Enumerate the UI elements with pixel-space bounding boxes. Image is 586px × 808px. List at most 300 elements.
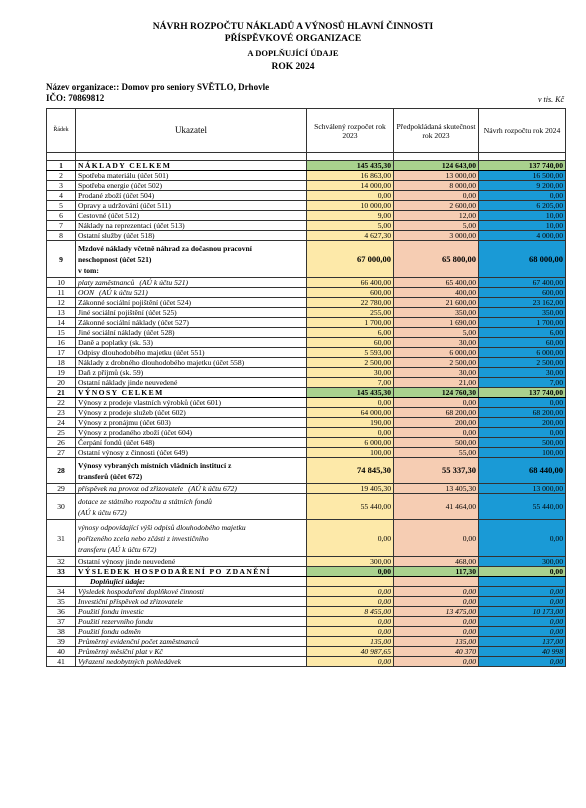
approved-2023-value: 10 000,00	[307, 201, 394, 211]
row-label-line: Výnosy vybraných místních vládních institucí z	[78, 460, 232, 470]
row-number: 36	[47, 607, 76, 617]
row-label-text: VÝNOSY CELKEM	[78, 388, 164, 397]
row-number	[47, 577, 76, 587]
row-label-text: Zákonné sociální pojištění (účet 524)	[78, 298, 192, 307]
row-label-line: dotace ze státního rozpočtu a státních fondů	[78, 496, 212, 506]
expected-2023-value: 55,00	[394, 448, 479, 458]
proposal-2024-value: 68 200,00	[479, 408, 566, 418]
table-row	[47, 298, 566, 308]
row-label	[76, 241, 307, 278]
row-label-text: Ostatní výnosy jinde neuvedené	[78, 557, 176, 566]
approved-2023-value: 5 593,00	[307, 348, 394, 358]
row-label	[76, 577, 307, 587]
header-spacer-row	[47, 153, 566, 161]
approved-2023-value: 300,00	[307, 557, 394, 567]
table-row	[47, 577, 566, 587]
row-number: 38	[47, 627, 76, 637]
organization-ico: IČO: 70869812	[46, 93, 105, 103]
approved-2023-value: 0,00	[307, 617, 394, 627]
row-label	[76, 221, 307, 231]
row-label	[76, 278, 307, 288]
table-row	[47, 647, 566, 657]
proposal-2024-value: 137 740,00	[479, 388, 566, 398]
expected-2023-value: 124 760,30	[394, 388, 479, 398]
table-row	[47, 221, 566, 231]
approved-2023-value: 2 500,00	[307, 358, 394, 368]
row-number: 40	[47, 647, 76, 657]
row-label	[76, 211, 307, 221]
expected-2023-value: 13 475,00	[394, 607, 479, 617]
expected-2023-value: 30,00	[394, 368, 479, 378]
row-number: 12	[47, 298, 76, 308]
row-label	[76, 358, 307, 368]
row-number: 3	[47, 181, 76, 191]
row-label-text: Čerpání fondů (účet 648)	[78, 438, 155, 447]
row-label	[76, 647, 307, 657]
approved-2023-value: 14 000,00	[307, 181, 394, 191]
table-row	[47, 161, 566, 171]
proposal-2024-value: 7,00	[479, 378, 566, 388]
row-label-text: Jiné sociální pojištění (účet 525)	[78, 308, 177, 317]
expected-2023-value: 2 600,00	[394, 201, 479, 211]
row-label	[76, 388, 307, 398]
expected-2023-value: 68 200,00	[394, 408, 479, 418]
table-row	[47, 358, 566, 368]
proposal-2024-value: 0,00	[479, 587, 566, 597]
table-row	[47, 617, 566, 627]
row-number: 13	[47, 308, 76, 318]
approved-2023-value: 55 440,00	[307, 494, 394, 520]
row-label-text: Opravy a udržování (účet 511)	[78, 201, 171, 210]
approved-2023-value: 7,00	[307, 378, 394, 388]
row-label	[76, 557, 307, 567]
approved-2023-value: 6,00	[307, 328, 394, 338]
approved-2023-value: 67 000,00	[307, 241, 394, 278]
row-label-line: v tom:	[78, 265, 99, 275]
row-label	[76, 201, 307, 211]
row-label	[76, 171, 307, 181]
table-row	[47, 201, 566, 211]
budget-table	[46, 108, 566, 667]
approved-2023-value: 4 627,30	[307, 231, 394, 241]
expected-2023-value: 468,00	[394, 557, 479, 567]
approved-2023-value: 190,00	[307, 418, 394, 428]
table-row	[47, 328, 566, 338]
units-label: v tis. Kč	[538, 95, 564, 104]
proposal-2024-value: 0,00	[479, 398, 566, 408]
row-number: 25	[47, 428, 76, 438]
row-label-text: Doplňující údaje:	[90, 577, 146, 586]
approved-2023-value: 16 863,00	[307, 171, 394, 181]
expected-2023-value: 0,00	[394, 627, 479, 637]
row-label-text: Zákonné sociální náklady (účet 527)	[78, 318, 189, 327]
approved-2023-value: 40 987,65	[307, 647, 394, 657]
expected-2023-value: 40 370	[394, 647, 479, 657]
row-number: 20	[47, 378, 76, 388]
row-number: 39	[47, 637, 76, 647]
proposal-2024-value: 68 440,00	[479, 458, 566, 484]
row-label	[76, 231, 307, 241]
expected-2023-value: 65 800,00	[394, 241, 479, 278]
row-label-text: Prodané zboží (účet 504)	[78, 191, 155, 200]
proposal-2024-value: 6 205,00	[479, 201, 566, 211]
row-number: 31	[47, 520, 76, 557]
row-number: 7	[47, 221, 76, 231]
row-label	[76, 494, 307, 520]
approved-2023-value: 255,00	[307, 308, 394, 318]
table-row	[47, 288, 566, 298]
approved-2023-value: 0,00	[307, 597, 394, 607]
row-label-text: Výnosy z prodeje služeb (účet 602)	[78, 408, 186, 417]
row-label	[76, 368, 307, 378]
proposal-2024-value: 9 200,00	[479, 181, 566, 191]
proposal-2024-value: 30,00	[479, 368, 566, 378]
row-label-text: Náklady na reprezentaci (účet 513)	[78, 221, 185, 230]
row-label	[76, 161, 307, 171]
title-line-3: A DOPLŇUJÍCÍ ÚDAJE	[247, 48, 339, 58]
approved-2023-value: 0,00	[307, 428, 394, 438]
row-label	[76, 288, 307, 298]
row-label-text: Spotřeba materiálu (účet 501)	[78, 171, 169, 180]
proposal-2024-value: 10,00	[479, 211, 566, 221]
expected-2023-value: 30,00	[394, 338, 479, 348]
proposal-2024-value: 2 500,00	[479, 358, 566, 368]
expected-2023-value: 41 464,00	[394, 494, 479, 520]
approved-2023-value: 9,00	[307, 211, 394, 221]
table-body	[47, 161, 566, 667]
row-label-line: neschopnost (účet 521)	[78, 254, 152, 264]
table-row	[47, 338, 566, 348]
proposal-2024-value: 16 500,00	[479, 171, 566, 181]
proposal-2024-value: 137 740,00	[479, 161, 566, 171]
row-label	[76, 587, 307, 597]
table-row	[47, 597, 566, 607]
table-row	[47, 378, 566, 388]
expected-2023-value: 0,00	[394, 398, 479, 408]
header-expected-2023: Předpokládaná skutečnost rok 2023	[394, 109, 479, 153]
proposal-2024-value: 40 998	[479, 647, 566, 657]
row-label	[76, 484, 307, 494]
approved-2023-value: 145 435,30	[307, 161, 394, 171]
row-label	[76, 191, 307, 201]
expected-2023-value: 135,00	[394, 637, 479, 647]
expected-2023-value: 8 000,00	[394, 181, 479, 191]
row-label	[76, 438, 307, 448]
table-row	[47, 520, 566, 557]
table-row	[47, 171, 566, 181]
expected-2023-value: 6 000,00	[394, 348, 479, 358]
proposal-2024-value: 55 440,00	[479, 494, 566, 520]
row-number: 11	[47, 288, 76, 298]
row-label-note: (AÚ k účtu 672)	[188, 484, 237, 493]
proposal-2024-value: 0,00	[479, 657, 566, 667]
row-number: 14	[47, 318, 76, 328]
approved-2023-value: 0,00	[307, 567, 394, 577]
row-label	[76, 298, 307, 308]
row-label-line: Mzdové náklady včetně náhrad za dočasnou pracovní	[78, 243, 252, 253]
approved-2023-value: 0,00	[307, 398, 394, 408]
approved-2023-value: 5,00	[307, 221, 394, 231]
row-label	[76, 520, 307, 557]
expected-2023-value: 200,00	[394, 418, 479, 428]
row-number: 30	[47, 494, 76, 520]
approved-2023-value: 0,00	[307, 627, 394, 637]
row-label-text: Daně a poplatky (sk. 53)	[78, 338, 153, 347]
expected-2023-value: 21,00	[394, 378, 479, 388]
proposal-2024-value: 0,00	[479, 428, 566, 438]
proposal-2024-value: 200,00	[479, 418, 566, 428]
approved-2023-value: 0,00	[307, 520, 394, 557]
approved-2023-value: 74 845,30	[307, 458, 394, 484]
table-row	[47, 458, 566, 484]
proposal-2024-value: 0,00	[479, 567, 566, 577]
expected-2023-value: 21 600,00	[394, 298, 479, 308]
table-row	[47, 484, 566, 494]
row-label-text: Použití fondu investic	[78, 607, 144, 616]
expected-2023-value: 0,00	[394, 587, 479, 597]
expected-2023-value: 5,00	[394, 328, 479, 338]
row-label-text: Výsledek hospodaření doplňkové činnosti	[78, 587, 204, 596]
row-label-text: příspěvek na provoz od zřizovatele	[78, 484, 184, 493]
row-label-text: Průměrný měsíční plat v Kč	[78, 647, 163, 656]
expected-2023-value: 55 337,30	[394, 458, 479, 484]
expected-2023-value: 500,00	[394, 438, 479, 448]
proposal-2024-value: 13 000,00	[479, 484, 566, 494]
expected-2023-value: 5,00	[394, 221, 479, 231]
row-number: 37	[47, 617, 76, 627]
row-number: 24	[47, 418, 76, 428]
row-label	[76, 627, 307, 637]
row-number: 17	[47, 348, 76, 358]
row-label-text: Použití fondu odměn	[78, 627, 141, 636]
row-label-text: Cestovné (účet 512)	[78, 211, 140, 220]
row-label-text: platy zaměstnanců	[78, 278, 135, 287]
proposal-2024-value: 67 400,00	[479, 278, 566, 288]
proposal-2024-value: 68 000,00	[479, 241, 566, 278]
expected-2023-value: 0,00	[394, 657, 479, 667]
table-header-row	[47, 109, 566, 153]
row-label-line: transferu (AÚ k účtu 672)	[78, 544, 157, 554]
approved-2023-value: 0,00	[307, 587, 394, 597]
proposal-2024-value: 10,00	[479, 221, 566, 231]
row-label-text: Jiné sociální náklady (účet 528)	[78, 328, 175, 337]
row-label	[76, 428, 307, 438]
row-number: 22	[47, 398, 76, 408]
approved-2023-value: 100,00	[307, 448, 394, 458]
row-number: 34	[47, 587, 76, 597]
row-label-text: Výnosy z prodaného zboží (účet 604)	[78, 428, 193, 437]
expected-2023-value: 124 643,00	[394, 161, 479, 171]
expected-2023-value: 65 400,00	[394, 278, 479, 288]
row-label	[76, 181, 307, 191]
approved-2023-value: 145 435,30	[307, 388, 394, 398]
row-number: 15	[47, 328, 76, 338]
row-label	[76, 657, 307, 667]
row-label-text: Použití rezervního fondu	[78, 617, 153, 626]
expected-2023-value: 117,30	[394, 567, 479, 577]
row-number: 10	[47, 278, 76, 288]
row-number: 41	[47, 657, 76, 667]
row-label-text: Vyřazení nedobytných pohledávek	[78, 657, 182, 666]
proposal-2024-value: 4 000,00	[479, 231, 566, 241]
row-label-text: OON	[78, 288, 95, 297]
row-number: 18	[47, 358, 76, 368]
expected-2023-value: 0,00	[394, 520, 479, 557]
proposal-2024-value: 600,00	[479, 288, 566, 298]
approved-2023-value: 30,00	[307, 368, 394, 378]
expected-2023-value: 350,00	[394, 308, 479, 318]
proposal-2024-value	[479, 577, 566, 587]
approved-2023-value: 60,00	[307, 338, 394, 348]
proposal-2024-value: 0,00	[479, 617, 566, 627]
approved-2023-value: 135,00	[307, 637, 394, 647]
approved-2023-value: 0,00	[307, 191, 394, 201]
approved-2023-value: 8 455,00	[307, 607, 394, 617]
expected-2023-value: 0,00	[394, 191, 479, 201]
approved-2023-value: 66 400,00	[307, 278, 394, 288]
row-label-text: Průměrný evidenční počet zaměstnanců	[78, 637, 199, 646]
header-proposal-2024: Návrh rozpočtu rok 2024	[479, 109, 566, 153]
organization-name: Název organizace:: Domov pro seniory SVĚTLO, Drhovle	[46, 82, 270, 92]
approved-2023-value: 1 700,00	[307, 318, 394, 328]
row-number: 19	[47, 368, 76, 378]
row-label	[76, 308, 307, 318]
proposal-2024-value: 137,00	[479, 637, 566, 647]
approved-2023-value	[307, 577, 394, 587]
expected-2023-value: 3 000,00	[394, 231, 479, 241]
table-row	[47, 587, 566, 597]
table-row	[47, 368, 566, 378]
row-number: 29	[47, 484, 76, 494]
row-label	[76, 418, 307, 428]
row-number: 28	[47, 458, 76, 484]
table-row	[47, 191, 566, 201]
row-number: 2	[47, 171, 76, 181]
row-label-text: Výnosy z pronájmu (účet 603)	[78, 418, 171, 427]
row-label-text: Ostatní náklady jinde neuvedené	[78, 378, 178, 387]
table-row	[47, 627, 566, 637]
row-label	[76, 617, 307, 627]
row-label-text: Spotřeba energie (účet 502)	[78, 181, 162, 190]
row-label-text: Ostatní výnosy z činnosti (účet 649)	[78, 448, 188, 457]
row-number: 1	[47, 161, 76, 171]
expected-2023-value: 0,00	[394, 617, 479, 627]
proposal-2024-value: 100,00	[479, 448, 566, 458]
table-row	[47, 494, 566, 520]
proposal-2024-value: 350,00	[479, 308, 566, 318]
row-label-line: výnosy odpovídající výši odpisů dlouhodobého majetku	[78, 522, 246, 532]
title-line-4: ROK 2024	[271, 62, 315, 72]
row-label-text: NÁKLADY CELKEM	[78, 161, 172, 170]
table-row	[47, 278, 566, 288]
expected-2023-value: 0,00	[394, 428, 479, 438]
table-row	[47, 557, 566, 567]
row-number: 26	[47, 438, 76, 448]
table-row	[47, 181, 566, 191]
row-label-text: VÝSLEDEK HOSPODAŘENÍ PO ZDANĚNÍ	[78, 567, 271, 576]
row-label-text: Investiční příspěvek od zřizovatele	[78, 597, 183, 606]
approved-2023-value: 6 000,00	[307, 438, 394, 448]
row-number: 8	[47, 231, 76, 241]
expected-2023-value: 12,00	[394, 211, 479, 221]
approved-2023-value: 64 000,00	[307, 408, 394, 418]
proposal-2024-value: 1 700,00	[479, 318, 566, 328]
header-approved-2023: Schválený rozpočet rok 2023	[307, 109, 394, 153]
approved-2023-value: 600,00	[307, 288, 394, 298]
title-line-2: PŘÍSPĚVKOVÉ ORGANIZACE	[224, 34, 362, 44]
row-number: 9	[47, 241, 76, 278]
expected-2023-value: 2 500,00	[394, 358, 479, 368]
row-label-note: (AÚ k účtu 521)	[99, 288, 148, 297]
table-row	[47, 318, 566, 328]
table-row	[47, 657, 566, 667]
proposal-2024-value: 300,00	[479, 557, 566, 567]
table-row	[47, 231, 566, 241]
row-number: 33	[47, 567, 76, 577]
table-row	[47, 607, 566, 617]
row-label	[76, 408, 307, 418]
row-label-text: Daň z příjmů (sk. 59)	[78, 368, 144, 377]
proposal-2024-value: 60,00	[479, 338, 566, 348]
approved-2023-value: 22 780,00	[307, 298, 394, 308]
row-number: 6	[47, 211, 76, 221]
row-label	[76, 458, 307, 484]
proposal-2024-value: 0,00	[479, 520, 566, 557]
expected-2023-value	[394, 577, 479, 587]
row-label-text: Výnosy z prodeje vlastních výrobků (účet 601)	[78, 398, 221, 407]
row-label-text: Ostatní služby (účet 518)	[78, 231, 155, 240]
proposal-2024-value: 10 173,00	[479, 607, 566, 617]
table-row	[47, 418, 566, 428]
row-label-text: Odpisy dlouhodobého majetku (účet 551)	[78, 348, 205, 357]
approved-2023-value: 19 405,30	[307, 484, 394, 494]
row-label	[76, 567, 307, 577]
table-row	[47, 308, 566, 318]
table-row	[47, 211, 566, 221]
row-label	[76, 318, 307, 328]
proposal-2024-value: 0,00	[479, 597, 566, 607]
expected-2023-value: 1 690,00	[394, 318, 479, 328]
row-label-note: (AÚ k účtu 521)	[139, 278, 189, 287]
row-number: 16	[47, 338, 76, 348]
table-row	[47, 567, 566, 577]
row-label-line: (AÚ k účtu 672)	[78, 507, 127, 517]
table-row	[47, 438, 566, 448]
table-row	[47, 398, 566, 408]
table-row	[47, 637, 566, 647]
table-row	[47, 348, 566, 358]
proposal-2024-value: 0,00	[479, 191, 566, 201]
proposal-2024-value: 6,00	[479, 328, 566, 338]
expected-2023-value: 13 000,00	[394, 171, 479, 181]
expected-2023-value: 0,00	[394, 597, 479, 607]
row-number: 32	[47, 557, 76, 567]
header-radek: Řádek	[47, 109, 76, 153]
table-row	[47, 428, 566, 438]
row-label-line: transferů (účet 672)	[78, 471, 143, 481]
table-row	[47, 241, 566, 278]
row-label	[76, 338, 307, 348]
approved-2023-value: 0,00	[307, 657, 394, 667]
row-number: 27	[47, 448, 76, 458]
row-number: 4	[47, 191, 76, 201]
proposal-2024-value: 23 162,00	[479, 298, 566, 308]
proposal-2024-value: 6 000,00	[479, 348, 566, 358]
row-label	[76, 398, 307, 408]
row-label	[76, 448, 307, 458]
title-line-1: NÁVRH ROZPOČTU NÁKLADŮ A VÝNOSŮ HLAVNÍ ČINNOSTI	[152, 22, 434, 32]
expected-2023-value: 400,00	[394, 288, 479, 298]
